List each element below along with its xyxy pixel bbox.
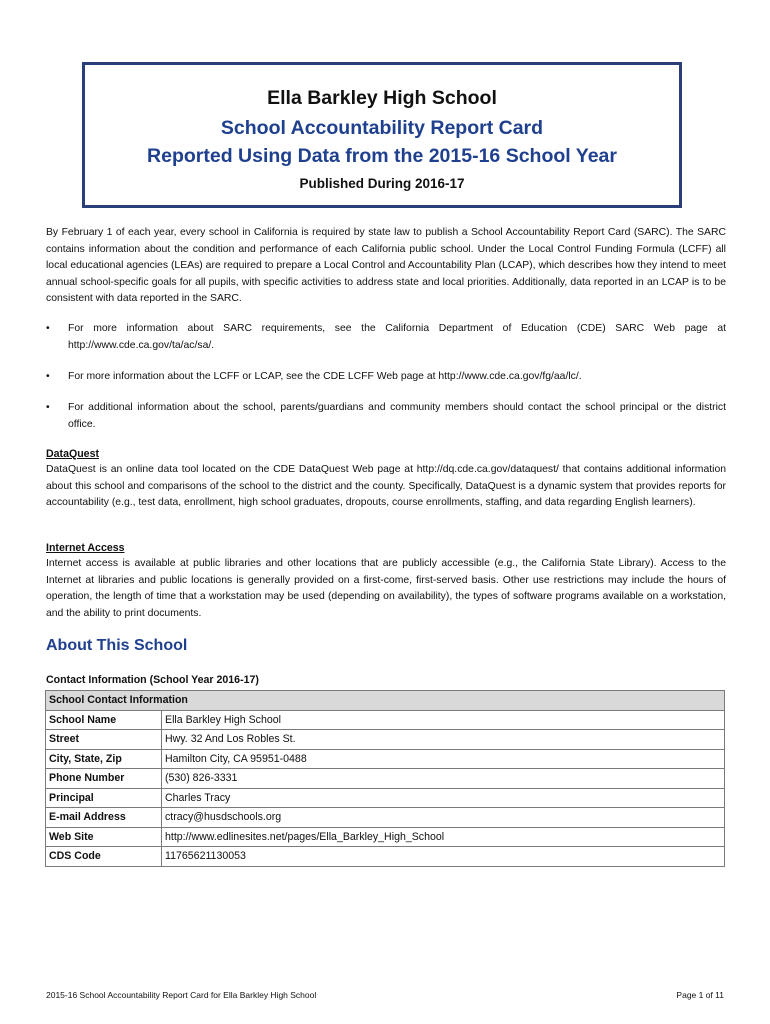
row-value: ctracy@husdschools.org [162, 808, 725, 828]
about-school-heading: About This School [46, 637, 188, 654]
table-row [46, 769, 725, 789]
data-year-line: Reported Using Data from the 2015-16 School Year [147, 145, 617, 167]
title-box [82, 62, 682, 208]
school-name-title: Ella Barkley High School [267, 87, 497, 109]
bullet-marker: • [46, 323, 50, 334]
bullet-text: For more information about the LCFF or LCAP, see the CDE LCFF Web page at http://www.cde.ca.gov/fg/aa/lc/. [68, 371, 582, 382]
table-header-row [46, 691, 725, 711]
internet-access-paragraph: Internet access is available at public libraries and other locations that are publicly accessible (e.g., the California State Library). Access to the Internet at libraries and public locations is generally provided on a first-come, first-served basis. Other use restrictions may include the hours of operation, the length of time that a workstation may be used (depending on availability), the types of software programs available on a workstation, and the ability to print documents. [46, 558, 726, 619]
table-row [46, 749, 725, 769]
contact-info-caption: Contact Information (School Year 2016-17) [46, 674, 259, 686]
internet-access-heading: Internet Access [46, 542, 125, 554]
bullet-text: For additional information about the school, parents/guardians and community members should contact the school principal or the district office. [68, 402, 726, 430]
bullet-marker: • [46, 402, 50, 413]
table-row [46, 788, 725, 808]
table-row [46, 847, 725, 867]
bullet-marker: • [46, 371, 50, 382]
table-row [46, 730, 725, 750]
page-number: Page 1 of 11 [676, 990, 724, 1000]
published-line: Published During 2016-17 [299, 176, 465, 191]
footer-title: 2015-16 School Accountability Report Card for Ella Barkley High School [46, 990, 317, 1000]
row-value: http://www.edlinesites.net/pages/Ella_Barkley_High_School [162, 827, 725, 847]
row-label: Principal [46, 788, 162, 808]
row-value: Hamilton City, CA 95951-0488 [162, 749, 725, 769]
row-label: Web Site [46, 827, 162, 847]
table-row [46, 710, 725, 730]
row-label: CDS Code [46, 847, 162, 867]
row-value: 11765621130053 [162, 847, 725, 867]
report-title: School Accountability Report Card [220, 117, 544, 139]
contact-info-table [45, 690, 725, 867]
row-label: E-mail Address [46, 808, 162, 828]
row-value: Charles Tracy [162, 788, 725, 808]
intro-paragraph: By February 1 of each year, every school in California is required by state law to publish a School Accountability Report Card (SARC). The SARC contains information about the condition and performance of each California public school. Under the Local Control Funding Formula (LCFF) all local educational agencies (LEAs) are required to prepare a Local Control and Accountability Plan (LCAP), which describes how they intend to meet annual school-specific goals for all pupils, with specific activities to address state and local priorities. Additionally, data reported in an LCAP is to be consistent with data reported in the SARC. [46, 227, 726, 304]
dataquest-heading: DataQuest [46, 448, 99, 460]
row-value: Hwy. 32 And Los Robles St. [162, 730, 725, 750]
dataquest-paragraph: DataQuest is an online data tool located on the CDE DataQuest Web page at http://dq.cde.ca.gov/dataquest/ that contains additional information about this school and comparisons of the school to the district and the county. Specifically, DataQuest is a dynamic system that provides reports for accountability (e.g., test data, enrollment, high school graduates, dropouts, course enrollments, staffing, and data regarding English learners). [46, 464, 726, 508]
table-row [46, 827, 725, 847]
row-label: Phone Number [46, 769, 162, 789]
table-row [46, 808, 725, 828]
row-label: City, State, Zip [46, 749, 162, 769]
row-label: Street [46, 730, 162, 750]
bullet-text: For more information about SARC requirements, see the California Department of Education (CDE) SARC Web page at http://www.cde.ca.gov/ta/ac/sa/. [68, 323, 726, 351]
table-header-cell: School Contact Information [46, 691, 725, 711]
row-value: Ella Barkley High School [162, 710, 725, 730]
row-label: School Name [46, 710, 162, 730]
row-value: (530) 826-3331 [162, 769, 725, 789]
